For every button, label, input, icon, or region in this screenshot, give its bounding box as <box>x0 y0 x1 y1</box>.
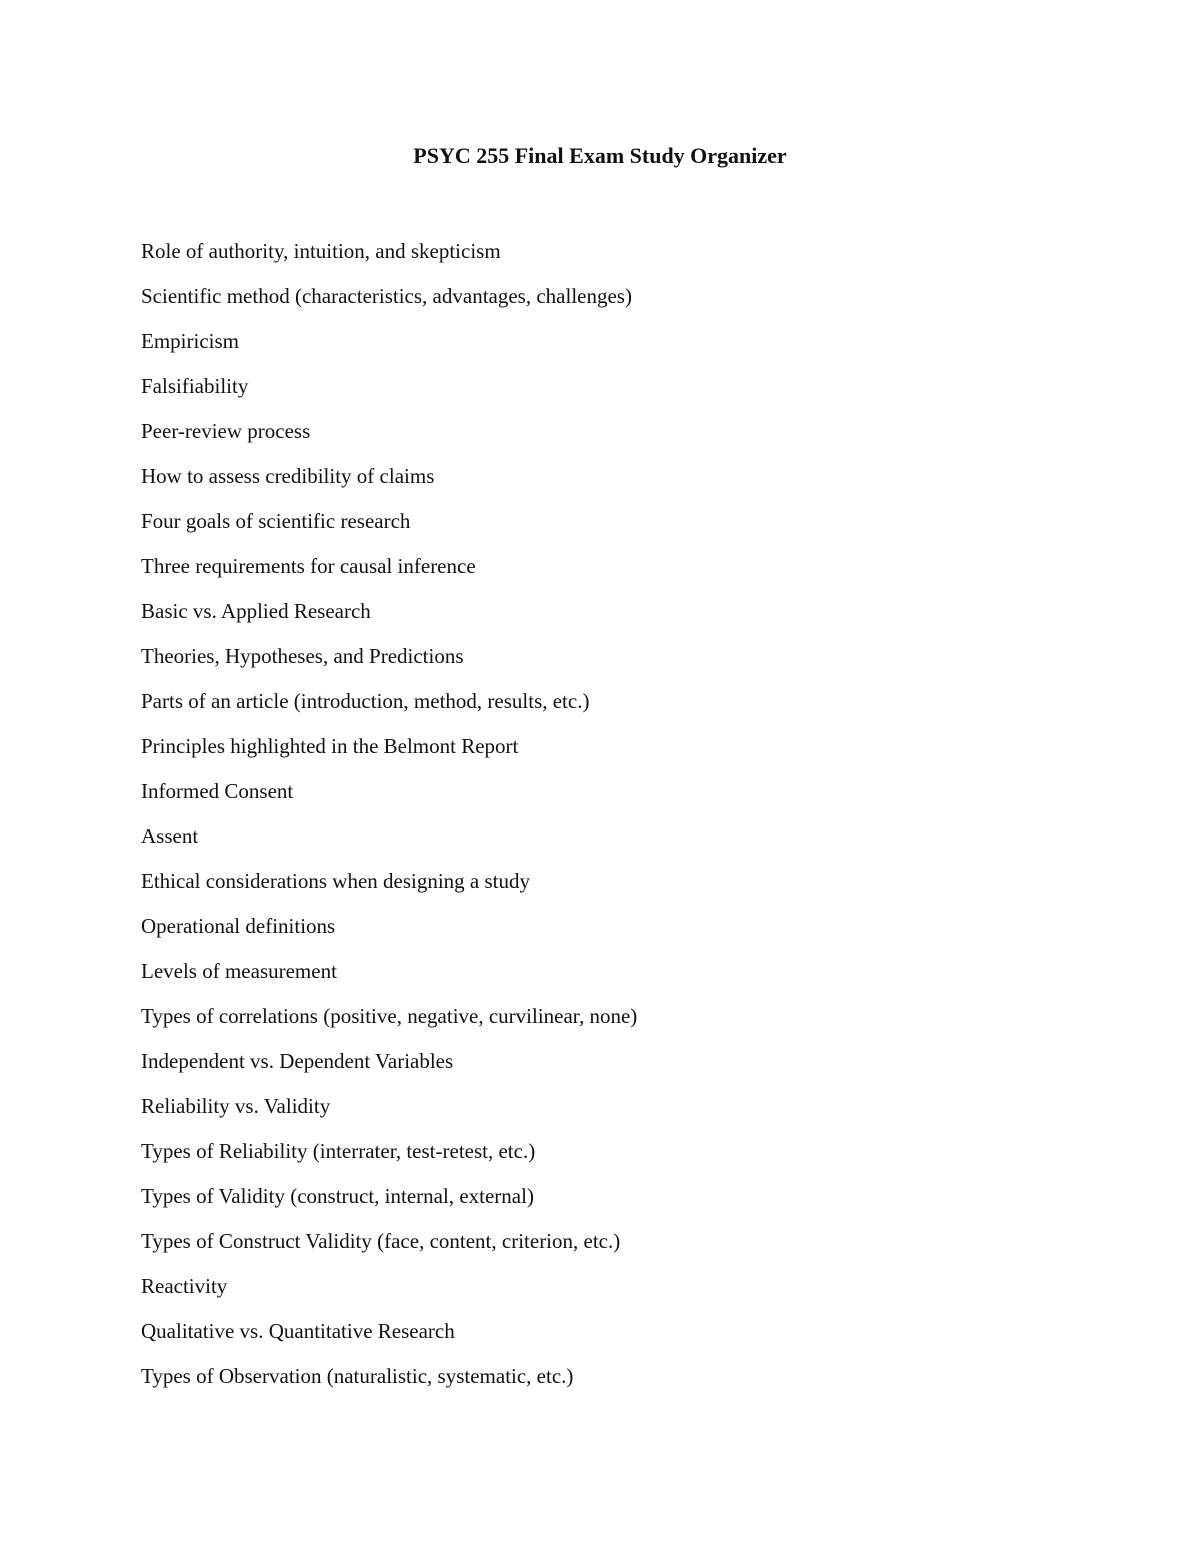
topic-item: Ethical considerations when designing a study <box>141 869 531 893</box>
topic-item: Assent <box>141 824 199 848</box>
topic-item: Types of Observation (naturalistic, systematic, etc.) <box>141 1364 574 1388</box>
topic-item: Levels of measurement <box>141 959 337 983</box>
topic-item: Reliability vs. Validity <box>141 1094 331 1118</box>
topic-item: Reactivity <box>141 1274 228 1298</box>
topic-item: Role of authority, intuition, and skepticism <box>141 239 501 263</box>
topic-item: Qualitative vs. Quantitative Research <box>141 1319 455 1343</box>
topic-item: Independent vs. Dependent Variables <box>141 1049 454 1073</box>
topic-item: Parts of an article (introduction, method, results, etc.) <box>141 689 590 713</box>
topic-item: Scientific method (characteristics, advantages, challenges) <box>141 284 632 308</box>
topic-item: Basic vs. Applied Research <box>141 599 371 623</box>
topic-item: Three requirements for causal inference <box>141 554 476 578</box>
topic-item: Operational definitions <box>141 914 336 938</box>
topic-item: Types of Reliability (interrater, test-retest, etc.) <box>141 1139 536 1163</box>
topic-item: Falsifiability <box>141 374 249 398</box>
topic-item: How to assess credibility of claims <box>141 464 435 488</box>
topic-item: Principles highlighted in the Belmont Report <box>141 734 519 758</box>
topic-item: Peer-review process <box>141 419 311 443</box>
topic-item: Theories, Hypotheses, and Predictions <box>141 644 464 668</box>
topic-item: Four goals of scientific research <box>141 509 411 533</box>
topic-list <box>141 229 637 1399</box>
document-title: PSYC 255 Final Exam Study Organizer <box>413 143 787 168</box>
topic-item: Informed Consent <box>141 779 294 803</box>
topic-item: Types of Validity (construct, internal, external) <box>141 1184 534 1208</box>
topic-item: Types of correlations (positive, negative, curvilinear, none) <box>141 1004 638 1028</box>
topic-item: Types of Construct Validity (face, content, criterion, etc.) <box>141 1229 621 1253</box>
topic-item: Empiricism <box>141 329 239 353</box>
